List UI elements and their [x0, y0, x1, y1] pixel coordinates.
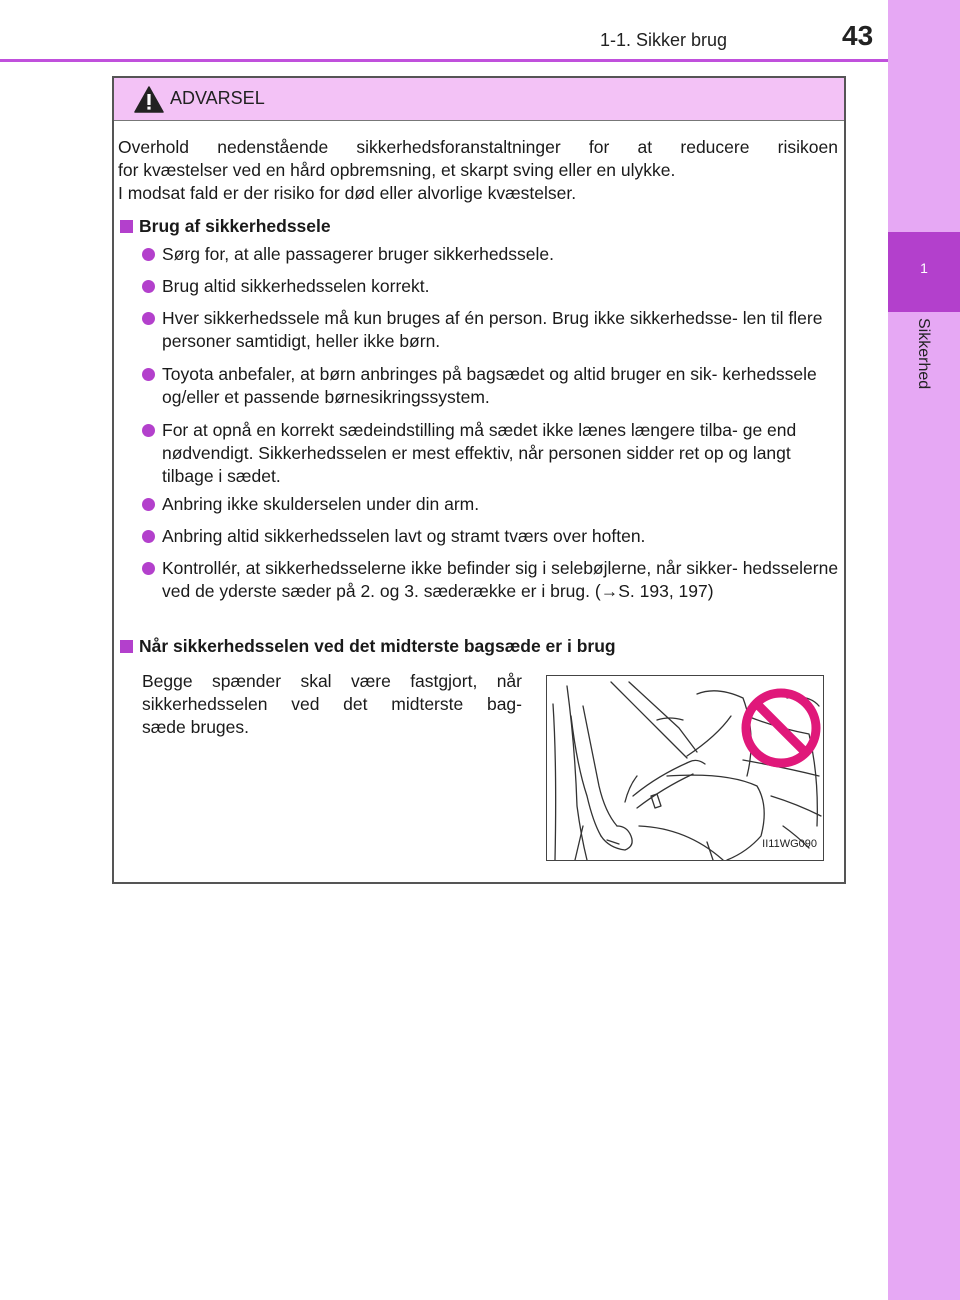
- chapter-number-tab: 1: [888, 232, 960, 312]
- round-bullet-icon: [142, 424, 155, 437]
- round-bullet-icon: [142, 498, 155, 511]
- bullet-line: kerhedssele og/eller et passende børnesikringssystem.: [162, 364, 817, 407]
- bullet-line: Kontrollér, at sikkerhedsselerne ikke befinder sig i selebøjlerne, når sikker-: [162, 558, 738, 578]
- bullet-line: Anbring altid sikkerhedsselen lavt og stramt tværs over hoften.: [162, 526, 646, 546]
- round-bullet-icon: [142, 368, 155, 381]
- heading-text: Brug af sikkerhedssele: [139, 216, 331, 236]
- bullet-line: len til flere personer samtidigt, heller ikke børn.: [162, 308, 823, 351]
- bullet-line: Sørg for, at alle passagerer bruger sikkerhedssele.: [162, 244, 554, 264]
- bullet-line: ret op og langt tilbage i sædet.: [162, 443, 791, 486]
- warning-intro: [118, 136, 838, 205]
- middle-seat-text: [142, 670, 522, 739]
- text-line: Begge spænder skal være fastgjort, når: [142, 671, 522, 691]
- round-bullet-icon: [142, 530, 155, 543]
- warning-body: [118, 78, 840, 878]
- round-bullet-icon: [142, 562, 155, 575]
- bullet-line: (→S. 193, 197): [594, 581, 714, 601]
- warning-box: [112, 76, 846, 884]
- text-line: sikkerhedsselen ved det midterste bag-: [142, 694, 522, 714]
- intro-line: Overhold nedenstående sikkerhedsforanstaltninger for at reducere risikoen: [118, 137, 838, 157]
- intro-line: for kvæstelser ved en hård opbremsning, et skarpt sving eller en ulykke.: [118, 160, 676, 180]
- intro-line: I modsat fald er der risiko for død eller alvorlige kvæstelser.: [118, 183, 577, 203]
- round-bullet-icon: [142, 248, 155, 261]
- page-number: 43: [842, 20, 874, 51]
- bullet-line: ge end nødvendigt. Sikkerhedsselen er mest effektiv, når personen sidder: [162, 420, 797, 463]
- bullet-line: Hver sikkerhedssele må kun bruges af én person. Brug ikke sikkerhedsse-: [162, 308, 738, 328]
- bullet-line: Brug altid sikkerhedsselen korrekt.: [162, 276, 430, 296]
- header-divider: [0, 59, 888, 62]
- bullet-line: Toyota anbefaler, at børn anbringes på bagsædet og altid bruger en sik-: [162, 364, 718, 384]
- bullet-line: Anbring ikke skulderselen under din arm.: [162, 494, 480, 514]
- chapter-label: Sikkerhed: [915, 318, 932, 390]
- section-heading-seatbelt-use: [120, 215, 331, 238]
- bullet-line: hedsselerne ved de yderste sæder på 2. og 3. sæderække er i brug.: [162, 558, 839, 601]
- warning-title: ADVARSEL: [170, 88, 265, 108]
- round-bullet-icon: [142, 280, 155, 293]
- bullet-line: For at opnå en korrekt sædeindstilling må sædet ikke lænes længere tilba-: [162, 420, 738, 440]
- section-title: 1-1. Sikker brug: [600, 30, 728, 50]
- heading-text: Når sikkerhedsselen ved det midterste bagsæde er i brug: [139, 636, 616, 656]
- illustration-code: II11WG090: [762, 838, 817, 850]
- section-heading-middle-seat: [120, 635, 616, 658]
- round-bullet-icon: [142, 312, 155, 325]
- seatbelt-illustration: [546, 675, 824, 861]
- square-bullet-icon: [120, 220, 133, 233]
- side-tab-strip: [888, 0, 960, 1300]
- square-bullet-icon: [120, 640, 133, 653]
- prohibition-icon: [746, 693, 816, 763]
- text-line: sæde bruges.: [142, 717, 250, 737]
